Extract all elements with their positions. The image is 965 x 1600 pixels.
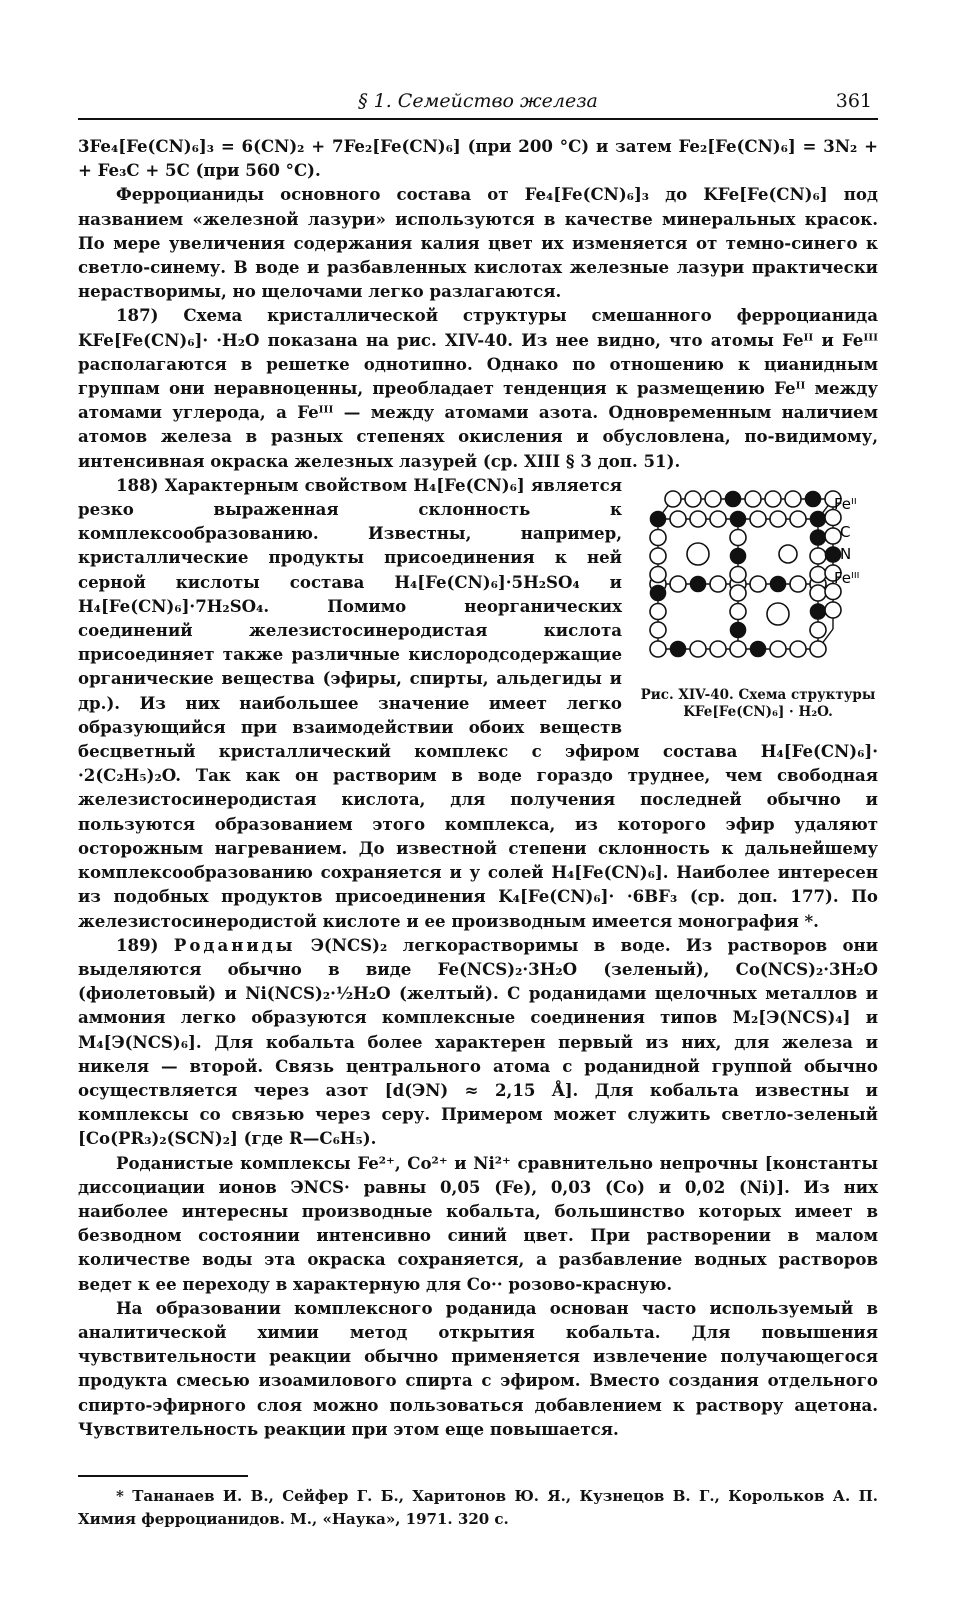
atom-cn: [750, 511, 766, 527]
footnote-rule: [78, 1475, 248, 1477]
label-n: N: [840, 544, 852, 563]
atom-fe: [806, 491, 821, 506]
paragraph-189: [78, 933, 878, 1151]
atom-cn: [730, 566, 746, 582]
atom-cn: [690, 641, 706, 657]
atom-fe: [726, 491, 741, 506]
atom-cn: [810, 585, 826, 601]
atom-fe: [811, 511, 826, 526]
page: [78, 88, 878, 1531]
atom-cn: [650, 529, 666, 545]
figure-caption: Рис. XIV-40. Схема структуры KFe[Fe(CN)₆] · H₂O.: [640, 686, 876, 720]
atom-cn: [790, 511, 806, 527]
note-number-189: 189): [116, 934, 159, 955]
atom-cn: [810, 548, 826, 564]
atom-fe: [751, 641, 766, 656]
atom-cn: [750, 576, 766, 592]
page-number: 361: [835, 90, 872, 112]
atom-fe: [771, 576, 786, 591]
term-rhodanides: Роданиды: [173, 934, 296, 955]
atom-k: [767, 603, 789, 625]
label-fe3: Feᴵᴵᴵ: [834, 568, 860, 587]
atom-cn: [685, 491, 701, 507]
atom-cn: [710, 511, 726, 527]
paragraph-cobalt-detection: На образовании комплексного роданида основан часто используемый в аналитической химии метод открытия кобальта. Для повышения чувствительности реакции обычно применяется извлечение получающегося продукта смесью изоамилового спирта с эфиром. Вместо создания отдельного спирто-эфирного слоя можно пользоваться добавлением к раствору ацетона. Чувствительность реакции при этом еще повышается.: [78, 1297, 878, 1439]
atom-h2o: [779, 545, 797, 563]
atom-fe: [826, 547, 841, 562]
atom-cn: [705, 491, 721, 507]
atom-cn: [770, 641, 786, 657]
atom-fe: [731, 548, 746, 563]
atom-cn: [650, 622, 666, 638]
paragraph-187: [78, 303, 878, 472]
atom-cn: [730, 529, 746, 545]
atom-fe: [651, 585, 666, 600]
atom-cn: [730, 603, 746, 619]
note-number-188: 188): [116, 474, 159, 495]
atom-cn: [790, 576, 806, 592]
atom-fe: [731, 511, 746, 526]
atom-cn: [770, 511, 786, 527]
atom-fe: [731, 622, 746, 637]
atom-k: [687, 543, 709, 565]
atom-cn: [650, 641, 666, 657]
atom-cn: [710, 576, 726, 592]
paragraph-189-text: Э(NCS)₂ легкорастворимы в воде. Из растворов они выделяются обычно в виде Fe(NCS)₂·3H₂O (зеленый), Co(NCS)₂·3H₂O (фиолетовый) и Ni(NCS)₂·½H₂O (желтый). С роданидами щелочных металлов и аммония легко образуются комплексные соединения типов M₂[Э(NCS)₄] и M₄[Э(NCS)₆]. Для кобальта более характерен первый из них, для железа и никеля — второй. Связь центрального атома с роданидной группой обычно осуществляется через азот [d(ЭN) ≈ 2,15 Å]. Для кобальта известны и комплексы со связью через серу. Примером может служить светло-зеленый [Co(PR₃)₂(SCN)₂] (где R—C₆H₅).: [78, 934, 879, 1149]
atom-cn: [670, 576, 686, 592]
atom-cn: [710, 641, 726, 657]
paragraph-equation: 3Fe₄[Fe(CN)₆]₃ = 6(CN)₂ + 7Fe₂[Fe(CN)₆] (при 200 °C) и затем Fe₂[Fe(CN)₆] = 3N₂ + + Fe₃C + 5C (при 560 °C).: [78, 136, 878, 181]
atom-cn: [650, 548, 666, 564]
paragraph-prussian-blue: Ферроцианиды основного состава от Fe₄[Fe(CN)₆]₃ до KFe[Fe(CN)₆] под названием «железной лазури» используются в качестве минеральных красок. По мере увеличения содержания калия цвет их изменяется от темно-синего к светло-синему. В воде и разбавленных кислотах железные лазури практически нерастворимы, но щелочами легко разлагаются.: [78, 184, 878, 302]
body-text: [78, 134, 878, 1531]
atom-cn: [810, 641, 826, 657]
atom-fe: [811, 604, 826, 619]
figure-crystal-structure: [638, 479, 878, 721]
running-header: [78, 88, 878, 120]
crystal-structure-diagram: [638, 479, 878, 679]
atom-cn: [825, 528, 841, 544]
atom-fe: [651, 511, 666, 526]
atom-cn: [670, 511, 686, 527]
atom-fe: [671, 641, 686, 656]
atom-cn: [810, 566, 826, 582]
label-fe2: Feᴵᴵ: [834, 494, 857, 513]
atom-cn: [825, 602, 841, 618]
paragraph-187-text: Схема кристаллической структуры смешанного ферроцианида KFe[Fe(CN)₆]· ·H₂O показана на рис. XIV-40. Из нее видно, что атомы Feᴵᴵ и Feᴵᴵᴵ располагаются в решетке однотипно. Однако по отношению к цианидным группам они неравноценны, преобладает тенденция к размещению Feᴵᴵ между атомами углерода, а Feᴵᴵᴵ — между атомами азота. Одновременным наличием атомов железа в разных степенях окисления и обусловлена, по-видимому, интенсивная окраска железных лазурей (ср. XIII § 3 доп. 51).: [78, 305, 878, 471]
paragraph-188-text: Характерным свойством H₄[Fe(CN)₆] является резко выраженная склонность к комплексообразованию. Известны, например, кристаллические продукты присоединения к ней серной кислоты состава H₄[Fe(CN)₆]·5H₂SO₄ и H₄[Fe(CN)₆]·7H₂SO₄. Помимо неорганических соединений железистосинеродистая кислота присоединяет также различные кислородсодержащие органические вещества (эфиры, спирты, альдегиды и др.). Из них наибольшее значение имеет легко образующийся при взаимодействии обоих веществ бесцветный кристаллический комплекс с эфиром состава H₄[Fe(CN)₆]· ·2(C₂H₅)₂O. Так как он растворим в воде гораздо труднее, чем свободная железистосинеродистая кислота, для получения последней обычно и пользуются образованием этого комплекса, из которого эфир удаляют осторожным нагреванием. До известной степени склонность к дальнейшему комплексообразованию сохраняется и у солей H₄[Fe(CN)₆]. Наиболее интересен из подобных продуктов присоединения K₄[Fe(CN)₆]· ·6BF₃ (ср. доп. 177). По железистосинеродистой кислоте и ее производным имеется монография *.: [78, 474, 878, 931]
atom-cn: [650, 603, 666, 619]
atom-cn: [745, 491, 761, 507]
atom-fe: [691, 576, 706, 591]
label-c: C: [840, 522, 851, 541]
atom-fe: [811, 530, 826, 545]
atom-cn: [790, 641, 806, 657]
atom-cn: [650, 566, 666, 582]
atom-cn: [730, 585, 746, 601]
footnote: * Тананаев И. В., Сейфер Г. Б., Харитонов Ю. Я., Кузнецов В. Г., Корольков А. П. Химия ферроцианидов. М., «Наука», 1971. 320 с.: [78, 1486, 878, 1528]
atom-cn: [765, 491, 781, 507]
note-number-187: 187): [116, 305, 159, 326]
running-title: § 1. Семейство железа: [358, 90, 598, 112]
atom-cn: [730, 641, 746, 657]
atom-cn: [690, 511, 706, 527]
atom-cn: [665, 491, 681, 507]
atom-cn: [810, 622, 826, 638]
paragraph-thiocyanate-complexes: Роданистые комплексы Fe²⁺, Co²⁺ и Ni²⁺ сравнительно непрочны [константы диссоциации ионов ЭNCS· равны 0,05 (Fe), 0,03 (Co) и 0,02 (Ni)]. Из них наиболее интересны производные кобальта, большинство которых имеет в безводном состоянии интенсивно синий цвет. При растворении в малом количестве воды эта окраска сохраняется, а разбавление водных растворов ведет к ее переходу в характерную для Co·· розово-красную.: [78, 1152, 878, 1294]
atom-cn: [785, 491, 801, 507]
